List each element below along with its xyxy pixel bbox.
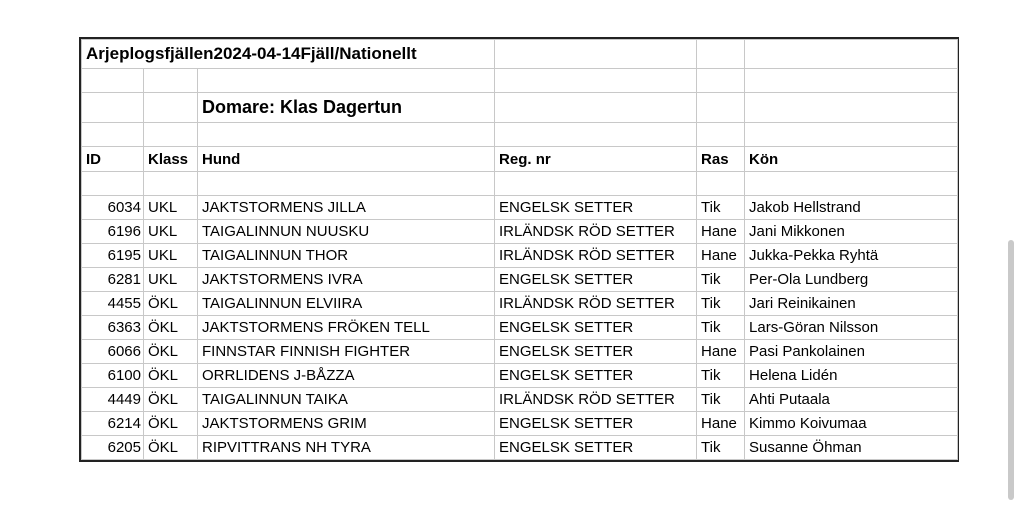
empty-row xyxy=(82,69,958,93)
cell-id: 6100 xyxy=(82,364,144,388)
column-header-hund: Hund xyxy=(198,147,495,172)
cell-ras: Tik xyxy=(697,364,745,388)
title-row xyxy=(82,40,958,69)
cell-klass: ÖKL xyxy=(144,436,198,460)
column-header-reg-nr: Reg. nr xyxy=(495,147,697,172)
cell-id: 4455 xyxy=(82,292,144,316)
cell-kon: Pasi Pankolainen xyxy=(745,340,958,364)
cell-ras: Tik xyxy=(697,292,745,316)
cell-reg-nr: ENGELSK SETTER xyxy=(495,268,697,292)
cell-id: 6205 xyxy=(82,436,144,460)
cell-kon: Helena Lidén xyxy=(745,364,958,388)
cell-kon: Susanne Öhman xyxy=(745,436,958,460)
judge-row xyxy=(82,93,958,123)
cell-klass: UKL xyxy=(144,196,198,220)
results-table xyxy=(81,39,958,460)
cell-klass: UKL xyxy=(144,268,198,292)
cell-kon: Jakob Hellstrand xyxy=(745,196,958,220)
judge-label: Domare: Klas Dagertun xyxy=(198,93,495,123)
vertical-scrollbar[interactable] xyxy=(1008,240,1014,500)
column-header-kon: Kön xyxy=(745,147,958,172)
table-row xyxy=(82,268,958,292)
cell-ras: Tik xyxy=(697,316,745,340)
cell-id: 6214 xyxy=(82,412,144,436)
table-row xyxy=(82,340,958,364)
cell-hund: JAKTSTORMENS IVRA xyxy=(198,268,495,292)
cell-id: 4449 xyxy=(82,388,144,412)
cell-hund: TAIGALINNUN TAIKA xyxy=(198,388,495,412)
cell-id: 6281 xyxy=(82,268,144,292)
cell-klass: ÖKL xyxy=(144,364,198,388)
cell-klass: UKL xyxy=(144,244,198,268)
empty-cell xyxy=(745,40,958,69)
empty-row xyxy=(82,123,958,147)
cell-kon: Jani Mikkonen xyxy=(745,220,958,244)
cell-reg-nr: IRLÄNDSK RÖD SETTER xyxy=(495,220,697,244)
cell-kon: Per-Ola Lundberg xyxy=(745,268,958,292)
table-row xyxy=(82,292,958,316)
cell-reg-nr: ENGELSK SETTER xyxy=(495,340,697,364)
cell-kon: Kimmo Koivumaa xyxy=(745,412,958,436)
cell-reg-nr: ENGELSK SETTER xyxy=(495,412,697,436)
cell-reg-nr: IRLÄNDSK RÖD SETTER xyxy=(495,292,697,316)
cell-hund: JAKTSTORMENS FRÖKEN TELL xyxy=(198,316,495,340)
cell-klass: ÖKL xyxy=(144,388,198,412)
cell-kon: Jukka-Pekka Ryhtä xyxy=(745,244,958,268)
cell-kon: Ahti Putaala xyxy=(745,388,958,412)
cell-id: 6066 xyxy=(82,340,144,364)
table-row xyxy=(82,196,958,220)
cell-kon: Jari Reinikainen xyxy=(745,292,958,316)
cell-id: 6195 xyxy=(82,244,144,268)
cell-hund: TAIGALINNUN THOR xyxy=(198,244,495,268)
cell-ras: Hane xyxy=(697,340,745,364)
cell-id: 6196 xyxy=(82,220,144,244)
cell-reg-nr: ENGELSK SETTER xyxy=(495,316,697,340)
header-row xyxy=(82,147,958,172)
cell-hund: TAIGALINNUN ELVIIRA xyxy=(198,292,495,316)
cell-reg-nr: IRLÄNDSK RÖD SETTER xyxy=(495,388,697,412)
empty-row xyxy=(82,172,958,196)
cell-ras: Hane xyxy=(697,220,745,244)
cell-hund: RIPVITTRANS NH TYRA xyxy=(198,436,495,460)
table-row xyxy=(82,388,958,412)
cell-klass: UKL xyxy=(144,220,198,244)
cell-hund: JAKTSTORMENS GRIM xyxy=(198,412,495,436)
table-row xyxy=(82,316,958,340)
table-row xyxy=(82,244,958,268)
cell-id: 6363 xyxy=(82,316,144,340)
cell-hund: ORRLIDENS J-BÅZZA xyxy=(198,364,495,388)
column-header-klass: Klass xyxy=(144,147,198,172)
cell-reg-nr: IRLÄNDSK RÖD SETTER xyxy=(495,244,697,268)
cell-kon: Lars-Göran Nilsson xyxy=(745,316,958,340)
sheet-title: Arjeplogsfjällen2024-04-14Fjäll/Nationellt xyxy=(82,40,495,69)
cell-hund: JAKTSTORMENS JILLA xyxy=(198,196,495,220)
cell-ras: Tik xyxy=(697,268,745,292)
cell-klass: ÖKL xyxy=(144,412,198,436)
empty-cell xyxy=(495,40,697,69)
column-header-ras: Ras xyxy=(697,147,745,172)
cell-ras: Hane xyxy=(697,412,745,436)
spreadsheet xyxy=(79,37,959,462)
empty-cell xyxy=(697,40,745,69)
table-row xyxy=(82,412,958,436)
cell-klass: ÖKL xyxy=(144,292,198,316)
cell-id: 6034 xyxy=(82,196,144,220)
cell-reg-nr: ENGELSK SETTER xyxy=(495,364,697,388)
cell-klass: ÖKL xyxy=(144,316,198,340)
cell-ras: Tik xyxy=(697,388,745,412)
cell-reg-nr: ENGELSK SETTER xyxy=(495,436,697,460)
cell-hund: FINNSTAR FINNISH FIGHTER xyxy=(198,340,495,364)
table-row xyxy=(82,364,958,388)
cell-hund: TAIGALINNUN NUUSKU xyxy=(198,220,495,244)
cell-ras: Tik xyxy=(697,436,745,460)
cell-ras: Hane xyxy=(697,244,745,268)
cell-ras: Tik xyxy=(697,196,745,220)
column-header-id: ID xyxy=(82,147,144,172)
table-row xyxy=(82,220,958,244)
cell-klass: ÖKL xyxy=(144,340,198,364)
cell-reg-nr: ENGELSK SETTER xyxy=(495,196,697,220)
table-row xyxy=(82,436,958,460)
